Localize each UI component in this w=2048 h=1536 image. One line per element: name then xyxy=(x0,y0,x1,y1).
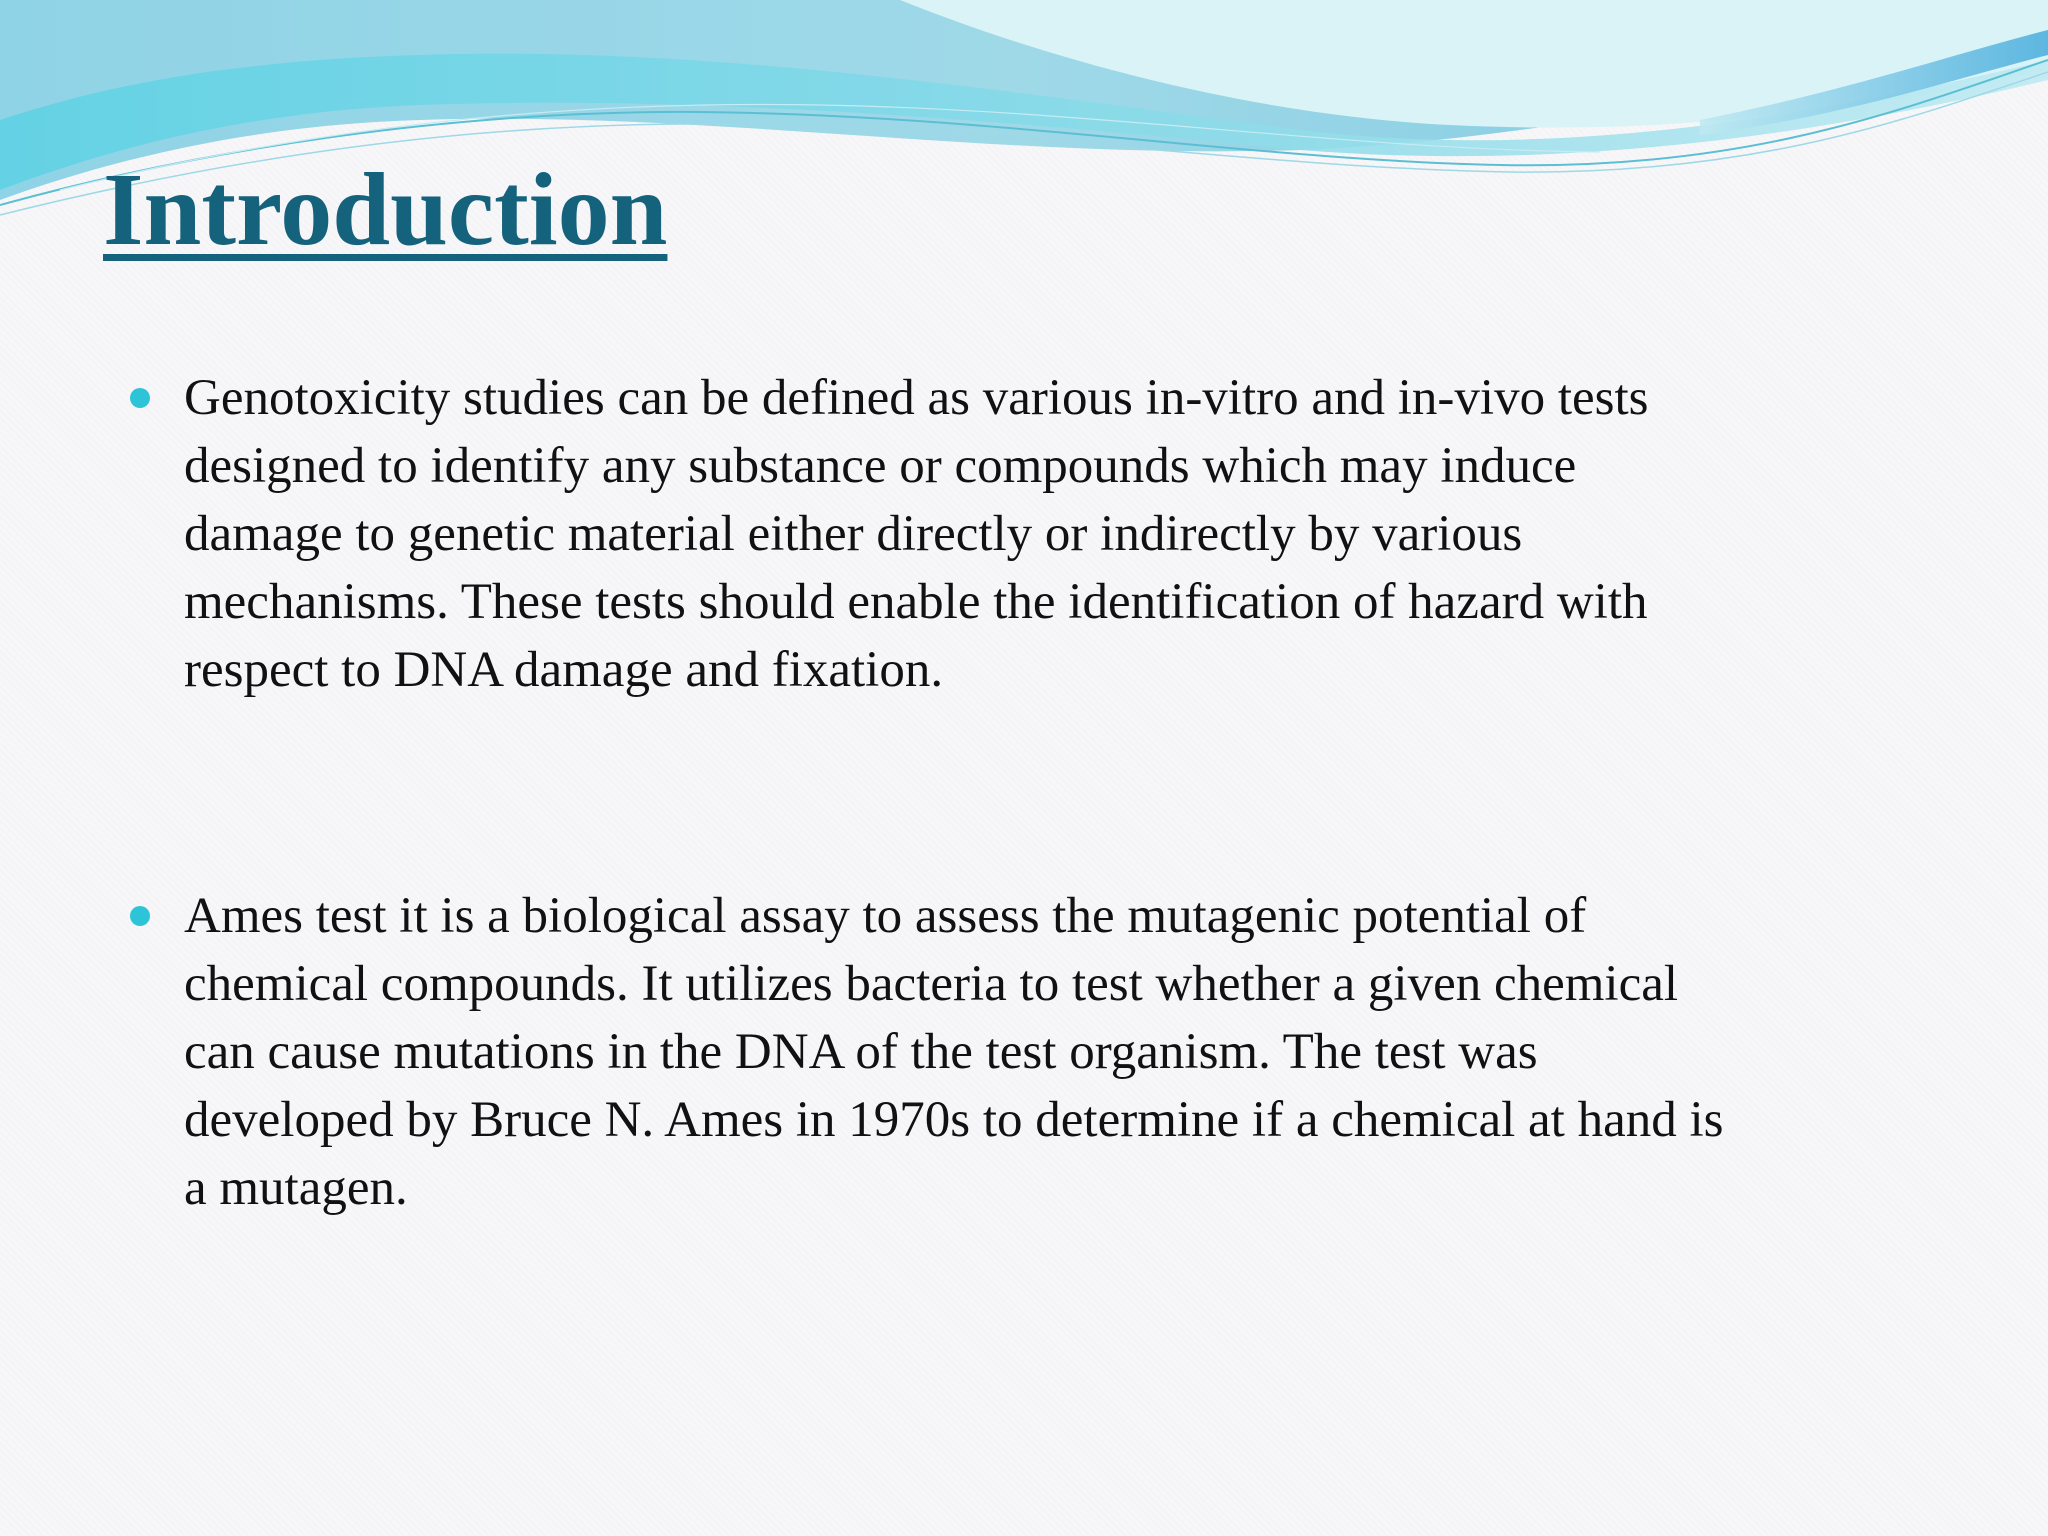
text-line: designed to identify any substance or compounds which may induce xyxy=(184,438,1577,494)
text-line: Ames test it is a biological assay to assess the mutagenic potential of xyxy=(184,888,1587,944)
text-line: damage to genetic material either directly or indirectly by various xyxy=(184,506,1523,562)
text-line: can cause mutations in the DNA of the test organism. The test was xyxy=(184,1024,1538,1080)
text-line: mechanisms. These tests should enable the identification of hazard with xyxy=(184,574,1648,630)
bullet-dot-icon xyxy=(130,906,150,926)
text-line: respect to DNA damage and fixation. xyxy=(184,642,944,698)
bullet-text xyxy=(184,364,2048,704)
bullet-dot-icon xyxy=(130,388,150,408)
text-line: Genotoxicity studies can be defined as various in-vitro and in-vivo tests xyxy=(184,370,1649,426)
slide-title: Introduction xyxy=(103,152,668,267)
bullet-text xyxy=(184,882,2048,1222)
text-line: a mutagen. xyxy=(184,1160,408,1216)
text-line: chemical compounds. It utilizes bacteria to test whether a given chemical xyxy=(184,956,1679,1012)
text-line: developed by Bruce N. Ames in 1970s to determine if a chemical at hand is xyxy=(184,1092,1724,1148)
